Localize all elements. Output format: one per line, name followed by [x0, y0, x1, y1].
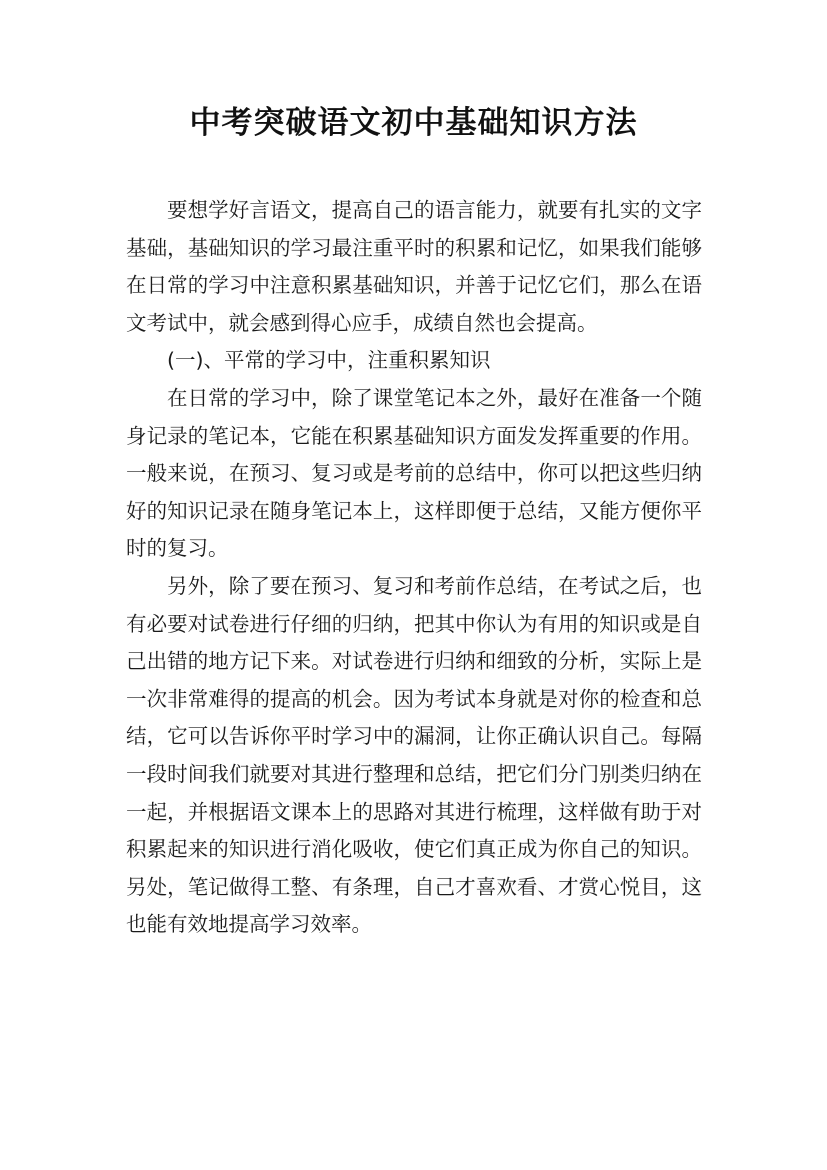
paragraph-exam-review: 另外，除了要在预习、复习和考前作总结，在考试之后，也有必要对试卷进行仔细的归纳，把其中你认为有用的知识或是自己出错的地方记下来。对试卷进行归纳和细致的分析，实际上是一次非常难得的提高的机会。因为考试本身就是对你的检查和总结，它可以告诉你平时学习中的漏洞，让你正确认识自己。每隔一段时间我们就要对其进行整理和总结，把它们分门别类归纳在一起，并根据语文课本上的思路对其进行梳理，这样做有助于对积累起来的知识进行消化吸收，使它们真正成为你自己的知识。另处，笔记做得工整、有条理，自己才喜欢看、才赏心悦目，这也能有效地提高学习效率。: [126, 573, 702, 937]
section-heading: (一)、平常的学习中，注重积累知识: [167, 348, 491, 373]
document-title: 中考突破语文初中基础知识方法: [189, 105, 638, 141]
paragraph-notebook: 在日常的学习中，除了课堂笔记本之外，最好在准备一个随身记录的笔记本，它能在积累基础知识方面发发挥重要的作用。一般来说，在预习、复习或是考前的总结中，你可以把这些归纳好的知识记录在随身笔记本上，这样即便于总结，又能方便你平时的复习。: [126, 385, 702, 561]
document-body: [126, 192, 702, 944]
paragraph-intro: 要想学好言语文，提高自己的语言能力，就要有扎实的文字基础，基础知识的学习最注重平时的积累和记忆，如果我们能够在日常的学习中注意积累基础知识，并善于记忆它们，那么在语文考试中，就会感到得心应手，成绩自然也会提高。: [126, 198, 702, 335]
